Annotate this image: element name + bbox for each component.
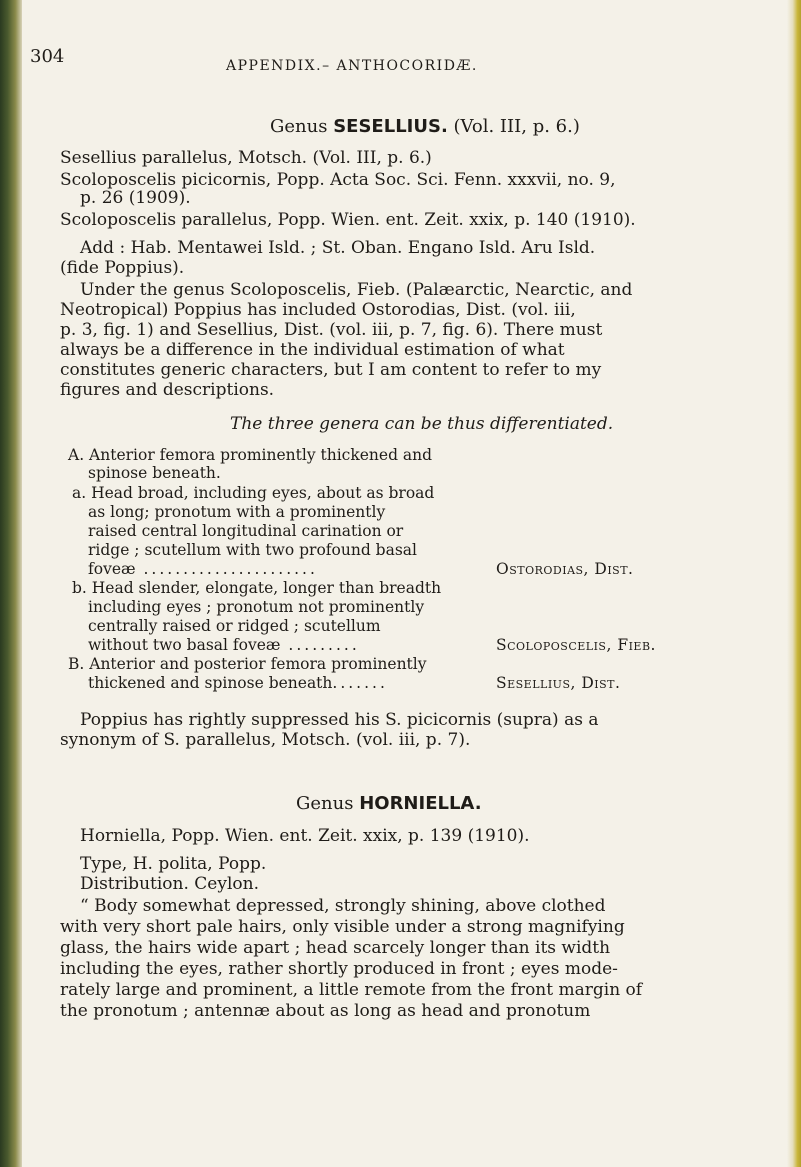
running-head: APPENDIX.– ANTHOCORIDÆ. [226, 58, 478, 74]
key-line: thickened and spinose beneath....... [88, 674, 388, 692]
key-line: spinose beneath. [88, 464, 221, 482]
heading-name: SESELLIUS. [333, 116, 448, 137]
para-line: constitutes generic characters, but I am content to refer to my [60, 360, 602, 380]
desc-line: including the eyes, rather shortly produced in front ; eyes mode- [60, 959, 618, 979]
para-line: Under the genus Scoloposcelis, Fieb. (Palæarctic, Nearctic, and [80, 280, 633, 300]
key-result-sesellius: Sesellius, Dist. [496, 674, 621, 692]
heading-ref: (Vol. III, p. 6.) [453, 116, 580, 137]
para-line: figures and descriptions. [60, 380, 275, 400]
add-line-1: Add : Hab. Mentawei Isld. ; St. Oban. Engano Isld. Aru Isld. [80, 238, 596, 258]
para-line: Neotropical) Poppius has included Ostorodias, Dist. (vol. iii, [60, 300, 576, 320]
desc-line: glass, the hairs wide apart ; head scarcely longer than its width [60, 938, 611, 958]
desc-line: rately large and prominent, a little remote from the front margin of [60, 980, 643, 1000]
key-line: B. Anterior and posterior femora prominently [68, 655, 427, 673]
genus-sesellius-heading [270, 116, 580, 137]
para-line: always be a difference in the individual estimation of what [60, 340, 565, 360]
key-title: The three genera can be thus differentiated. [230, 414, 614, 434]
desc-line: “ Body somewhat depressed, strongly shining, above clothed [80, 896, 606, 916]
key-line: ridge ; scutellum with two profound basal [88, 541, 417, 559]
horniella-ref: Horniella, Popp. Wien. ent. Zeit. xxix, p. 139 (1910). [80, 826, 530, 846]
key-line: A. Anterior femora prominently thickened and [68, 446, 433, 464]
closing-line-2: synonym of S. parallelus, Motsch. (vol. iii, p. 7). [60, 730, 471, 750]
heading-name: HORNIELLA. [359, 793, 482, 814]
synonym-2: Scoloposcelis parallelus, Popp. Wien. ent. Zeit. xxix, p. 140 (1910). [60, 210, 636, 230]
key-line: centrally raised or ridged ; scutellum [88, 617, 381, 635]
key-line: without two basal foveæ ......... [88, 636, 360, 654]
synonym-1-line-2: p. 26 (1909). [80, 188, 191, 208]
key-line: raised central longitudinal carination or [88, 522, 404, 540]
key-line: as long; pronotum with a prominently [88, 503, 386, 521]
genus-horniella-heading [296, 793, 482, 814]
key-line: a. Head broad, including eyes, about as broad [72, 484, 435, 502]
key-line: including eyes ; pronotum not prominently [88, 598, 425, 616]
page-number: 304 [30, 46, 65, 67]
para-line: p. 3, fig. 1) and Sesellius, Dist. (vol. iii, p. 7, fig. 6). There must [60, 320, 603, 340]
key-result-ostorodias: Ostorodias, Dist. [496, 560, 634, 578]
heading-prefix: Genus [270, 116, 328, 137]
desc-line: the pronotum ; antennæ about as long as head and pronotum [60, 1001, 591, 1021]
key-line: foveæ ...................... [88, 560, 318, 578]
key-result-scoloposcelis: Scoloposcelis, Fieb. [496, 636, 656, 654]
heading-prefix: Genus [296, 793, 354, 814]
species-line: Sesellius parallelus, Motsch. (Vol. III, p. 6.) [60, 148, 432, 168]
horniella-type: Type, H. polita, Popp. [80, 854, 267, 874]
add-line-2: (fide Poppius). [60, 258, 185, 278]
closing-line-1: Poppius has rightly suppressed his S. picicornis (supra) as a [80, 710, 599, 730]
desc-line: with very short pale hairs, only visible under a strong magnifying [60, 917, 625, 937]
synonym-1-line-1: Scoloposcelis picicornis, Popp. Acta Soc. Sci. Fenn. xxxvii, no. 9, [60, 170, 616, 190]
horniella-distribution: Distribution. Ceylon. [80, 874, 259, 894]
key-line: b. Head slender, elongate, longer than breadth [72, 579, 442, 597]
